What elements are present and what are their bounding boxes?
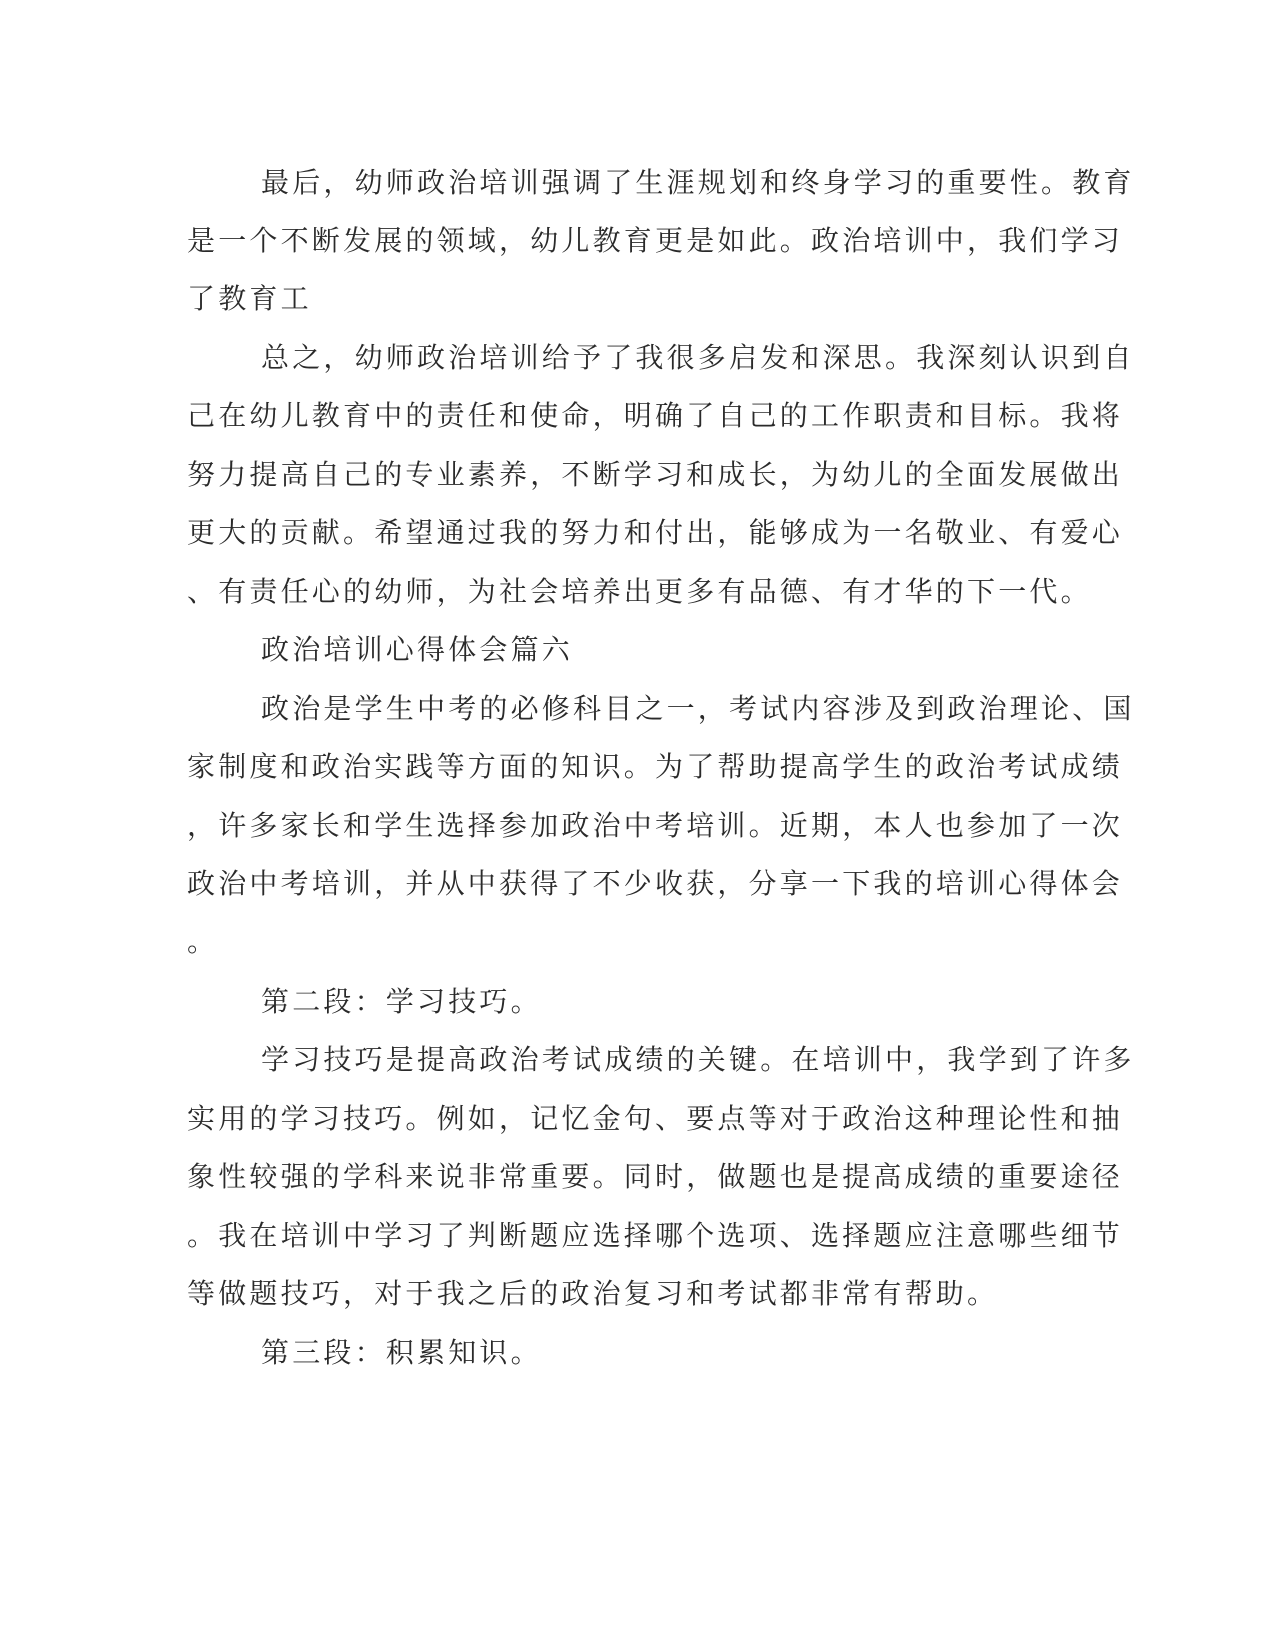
text-line: 努力提高自己的专业素养，不断学习和成长，为幼儿的全面发展做出 bbox=[187, 458, 1124, 491]
text-line: 更大的贡献。希望通过我的努力和付出，能够成为一名敬业、有爱心 bbox=[187, 516, 1124, 549]
section-heading: 第二段：学习技巧。 bbox=[261, 985, 542, 1018]
text-line: ，许多家长和学生选择参加政治中考培训。近期，本人也参加了一次 bbox=[187, 809, 1124, 842]
text-line: 了教育工 bbox=[187, 282, 312, 315]
text-line: 、有责任心的幼师，为社会培养出更多有品德、有才华的下一代。 bbox=[187, 575, 1092, 608]
text-line: 总之，幼师政治培训给予了我很多启发和深思。我深刻认识到自 bbox=[261, 341, 1135, 374]
text-line: 最后，幼师政治培训强调了生涯规划和终身学习的重要性。教育 bbox=[261, 166, 1135, 199]
text-line: 政治中考培训，并从中获得了不少收获，分享一下我的培训心得体会 bbox=[187, 867, 1124, 900]
text-line: 学习技巧是提高政治考试成绩的关键。在培训中，我学到了许多 bbox=[261, 1043, 1135, 1076]
text-line: 己在幼儿教育中的责任和使命，明确了自己的工作职责和目标。我将 bbox=[187, 399, 1124, 432]
section-heading: 政治培训心得体会篇六 bbox=[261, 633, 574, 666]
text-line: 。 bbox=[187, 925, 219, 958]
text-line: 象性较强的学科来说非常重要。同时，做题也是提高成绩的重要途径 bbox=[187, 1160, 1124, 1193]
text-line: 等做题技巧，对于我之后的政治复习和考试都非常有帮助。 bbox=[187, 1277, 999, 1310]
text-line: 是一个不断发展的领域，幼儿教育更是如此。政治培训中，我们学习 bbox=[187, 224, 1124, 257]
section-heading: 第三段：积累知识。 bbox=[261, 1336, 542, 1369]
text-line: 家制度和政治实践等方面的知识。为了帮助提高学生的政治考试成绩 bbox=[187, 750, 1124, 783]
text-line: 实用的学习技巧。例如，记忆金句、要点等对于政治这种理论性和抽 bbox=[187, 1102, 1124, 1135]
text-line: 政治是学生中考的必修科目之一，考试内容涉及到政治理论、国 bbox=[261, 692, 1135, 725]
text-line: 。我在培训中学习了判断题应选择哪个选项、选择题应注意哪些细节 bbox=[187, 1219, 1124, 1252]
